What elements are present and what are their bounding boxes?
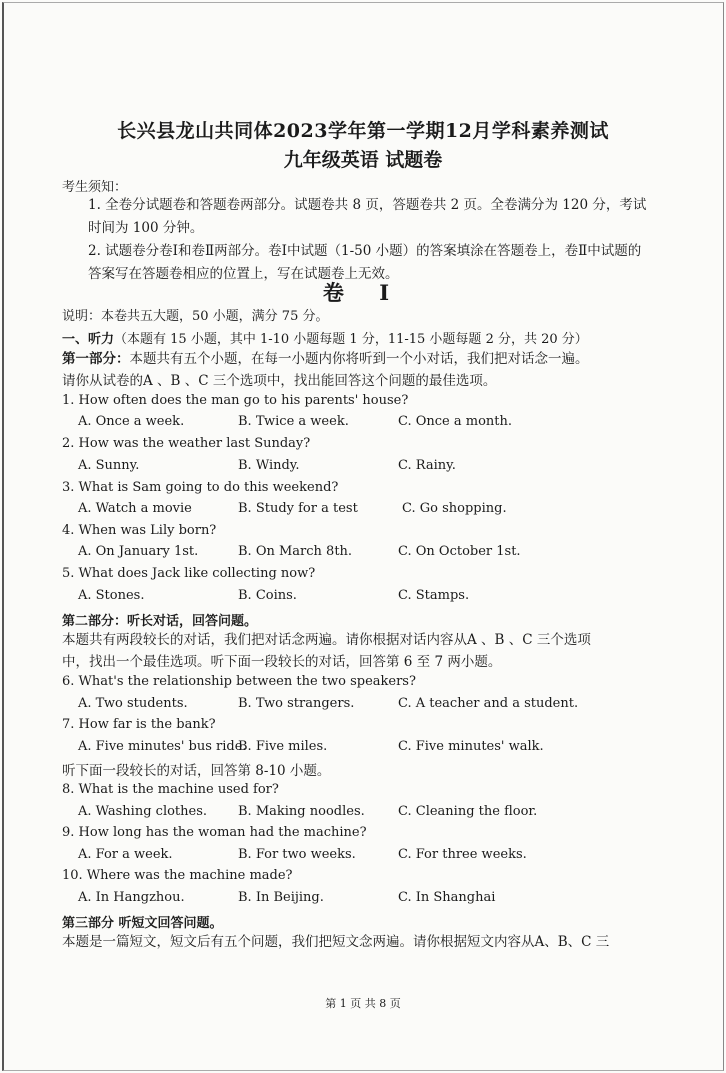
q5-option-a: A. Stones. <box>78 588 145 603</box>
sub1-desc: 本题共有五个小题，在每一小题内你将听到一个小对话，我们把对话念一遍。 <box>129 351 589 367</box>
q5-option-c: C. Stamps. <box>398 588 470 603</box>
question-4: 4. When was Lily born? <box>62 523 217 538</box>
sub2-heading: 第二部分：听长对话，回答问题。 <box>62 614 258 629</box>
q5-option-b: B. Coins. <box>238 588 297 603</box>
q2-option-b: B. Windy. <box>238 458 300 473</box>
question-3: 3. What is Sam going to do this weekend? <box>62 480 339 495</box>
q6-option-c: C. A teacher and a student. <box>398 696 579 711</box>
question-5: 5. What does Jack like collecting now? <box>62 566 316 581</box>
exam-subtitle: 九年级英语 试题卷 <box>283 149 443 171</box>
q8-option-a: A. Washing clothes. <box>78 804 208 819</box>
q4-option-c: C. On October 1st. <box>398 544 521 559</box>
q7-option-c: C. Five minutes' walk. <box>398 739 544 754</box>
q2-option-a: A. Sunny. <box>78 458 140 473</box>
question-2: 2. How was the weather last Sunday? <box>62 436 311 451</box>
q9-option-c: C. For three weeks. <box>398 847 527 862</box>
question-6: 6. What's the relationship between the two speakers? <box>62 674 416 689</box>
sub1-desc2: 请你从试卷的A 、B 、C 三个选项中，找出能回答这个问题的最佳选项。 <box>62 373 497 389</box>
q1-option-a: A. Once a week. <box>78 414 185 429</box>
q3-option-b: B. Study for a test <box>238 501 358 516</box>
explain-line: 说明：本卷共五大题，50 小题，满分 75 分。 <box>62 309 329 324</box>
notice-item-2: 2. 试题卷分卷Ⅰ和卷Ⅱ两部分。卷Ⅰ中试题（1-50 小题）的答案填涂在答题卷上，卷Ⅱ中试题的答案写在答题卷相应的位置上，写在试题卷上无效。 <box>88 243 642 282</box>
q9-option-a: A. For a week. <box>78 847 173 862</box>
q4-option-b: B. On March 8th. <box>238 544 353 559</box>
part1-line <box>62 328 588 347</box>
q6-option-a: A. Two students. <box>78 696 188 711</box>
question-1: 1. How often does the man go to his parents' house? <box>62 393 409 408</box>
q10-option-b: B. In Beijing. <box>238 890 324 905</box>
page-footer: 第 1 页 共 8 页 <box>325 997 401 1010</box>
exam-title: 长兴县龙山共同体2023学年第一学期12月学科素养测试 <box>117 120 609 142</box>
q9-option-b: B. For two weeks. <box>238 847 356 862</box>
q10-option-c: C. In Shanghai <box>398 890 496 905</box>
q3-option-a: A. Watch a movie <box>78 501 192 516</box>
sub2-desc1: 本题共有两段较长的对话，我们把对话念两遍。请你根据对话内容从A 、B 、C 三个选项 <box>62 632 591 648</box>
sub2-desc3: 听下面一段较长的对话，回答第 8-10 小题。 <box>62 763 331 779</box>
q7-option-b: B. Five miles. <box>238 739 328 754</box>
q1-option-b: B. Twice a week. <box>238 414 349 429</box>
question-7: 7. How far is the bank? <box>62 717 216 732</box>
q8-option-b: B. Making noodles. <box>238 804 365 819</box>
sub1-heading: 第一部分： <box>62 351 130 367</box>
q6-option-b: B. Two strangers. <box>238 696 355 711</box>
sub3-heading: 第三部分 听短文回答问题。 <box>62 916 223 931</box>
q1-option-c: C. Once a month. <box>398 414 513 429</box>
q8-option-c: C. Cleaning the floor. <box>398 804 538 819</box>
question-8: 8. What is the machine used for? <box>62 782 279 797</box>
sub2-desc2: 中，找出一个最佳选项。听下面一段较长的对话，回答第 6 至 7 两小题。 <box>62 654 502 670</box>
q2-option-c: C. Rainy. <box>398 458 456 473</box>
q4-option-a: A. On January 1st. <box>78 544 199 559</box>
sub3-desc: 本题是一篇短文，短文后有五个问题，我们把短文念两遍。请你根据短文内容从A、B、C 三 <box>62 934 610 950</box>
notice-heading: 考生须知： <box>62 180 128 195</box>
q7-option-a: A. Five minutes' bus ride. <box>78 739 247 754</box>
part1-heading: 一、听力 <box>62 332 115 347</box>
q10-option-a: A. In Hangzhou. <box>78 890 185 905</box>
question-10: 10. Where was the machine made? <box>62 868 293 883</box>
q3-option-c: C. Go shopping. <box>402 501 507 516</box>
question-9: 9. How long has the woman had the machine? <box>62 825 367 840</box>
notice-item-1: 1. 全卷分试题卷和答题卷两部分。试题卷共 8 页，答题卷共 2 页。全卷满分为 120 分，考试时间为 100 分钟。 <box>88 197 647 236</box>
part1-desc: （本题有 15 小题，其中 1-10 小题每题 1 分，11-15 小题每题 2 分，共 20 分） <box>114 332 588 347</box>
sub1-line <box>62 347 589 367</box>
section-title: 卷 Ⅰ <box>322 280 404 305</box>
